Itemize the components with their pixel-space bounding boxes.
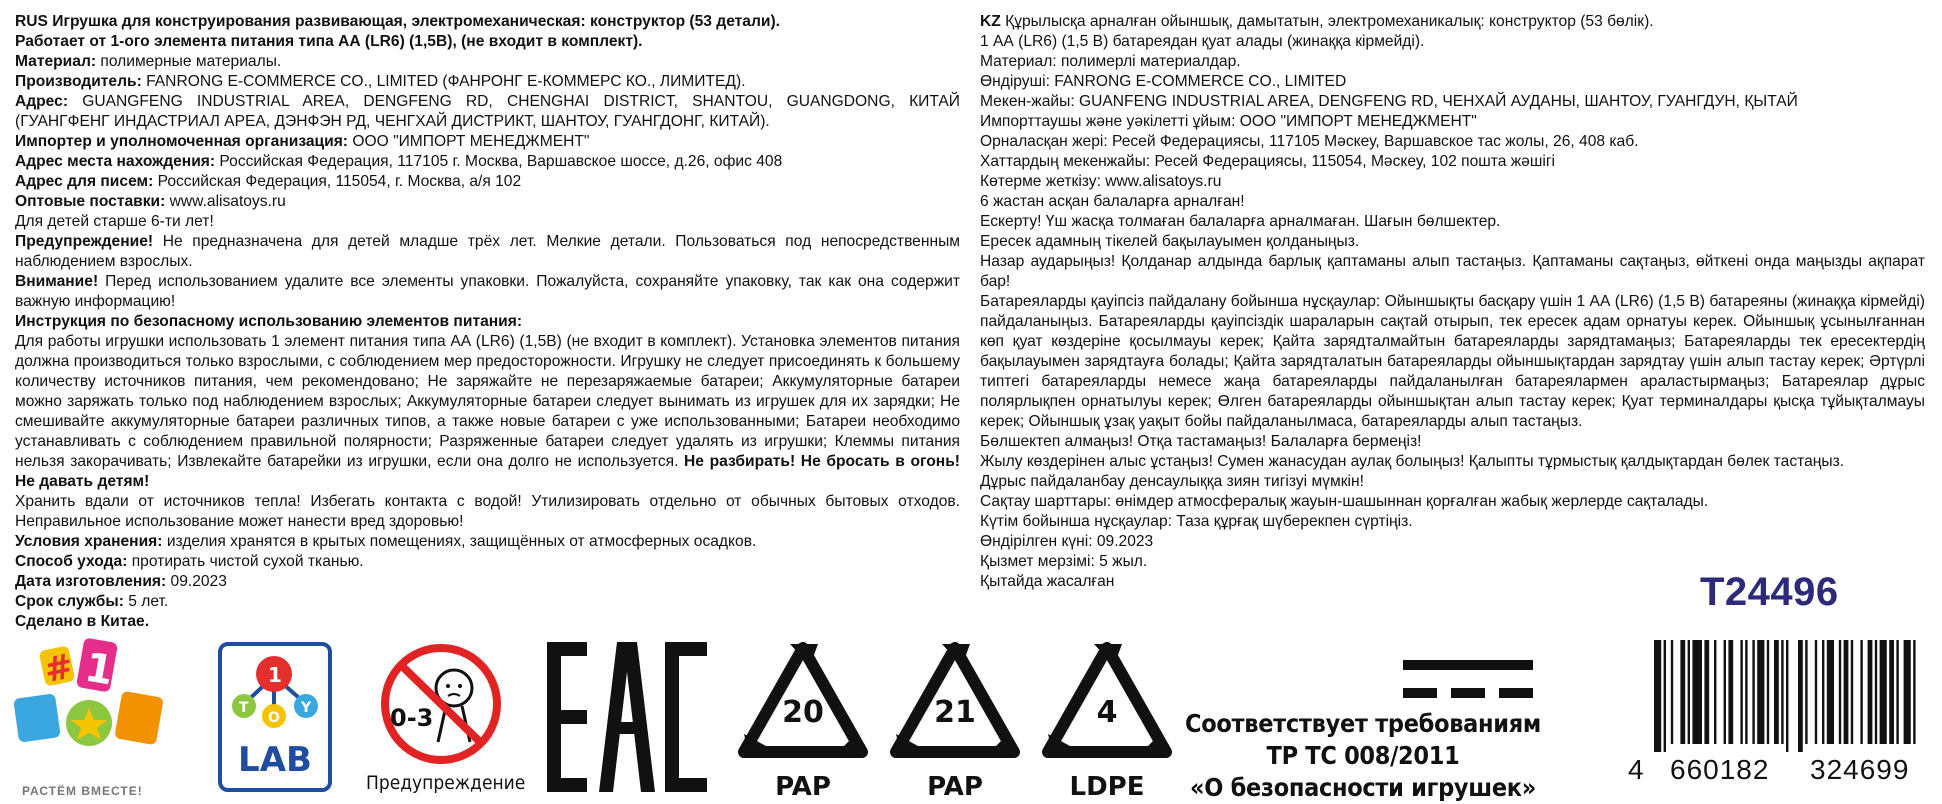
ru-date: Дата изготовления: 09.2023 xyxy=(15,573,227,590)
barcode-bar xyxy=(1680,640,1685,744)
kz-letters: Хаттардың мекенжайы: Ресей Федерациясы, 115054, Мәскеу, 102 пошта жәшігі xyxy=(980,153,1555,170)
toy-slogan: РАСТЁМ ВМЕСТЕ! xyxy=(22,784,143,798)
barcode-bar xyxy=(1688,640,1690,744)
ru-heat: Хранить вдали от источников тепла! Избегать контакта с водой! Утилизировать отдельно от обычных бытовых отходов. Неправильное использование может нанести вред здоровью! xyxy=(15,493,960,530)
toy-logo-graphic xyxy=(14,638,164,778)
ru-line2: Работает от 1-ого элемента питания типа АА (LR6) (1,5В), (не входит в комплект). xyxy=(15,33,643,50)
ru-importer: Импортер и уполномоченная организация: ООО "ИМПОРТ МЕНЕДЖМЕНТ" xyxy=(15,133,590,150)
ru-warning: Предупреждение! Не предназначена для детей младше трёх лет. Мелкие детали. Пользоваться под непосредственным наблюдением взрослых. xyxy=(15,233,960,270)
recycle-code-pap-2: PAP xyxy=(927,772,983,802)
article-number: T24496 xyxy=(1700,570,1839,614)
kz-line2: 1 АА (LR6) (1,5 В) батареядан қуат алады (жинаққа кірмейді). xyxy=(980,33,1425,50)
kazakh-text-column xyxy=(980,12,1925,592)
barcode-bar xyxy=(1827,640,1834,744)
barcode-bar xyxy=(1692,640,1702,744)
barcode-bar xyxy=(1714,640,1716,744)
toy-lab-logo xyxy=(218,642,332,792)
ru-line1: RUS Игрушка для конструирования развивающая, электромеханическая: конструктор (53 детали). xyxy=(15,13,780,30)
kz-location: Орналасқан жері: Ресей Федерациясы, 117105 Мәскеу, Варшавское тас жолы, 26, 408 каб. xyxy=(980,133,1639,150)
toy-logo-one: 1 xyxy=(81,644,117,695)
barcode-bar xyxy=(1844,640,1849,744)
barcode-bar xyxy=(1724,640,1726,744)
kz-age: 6 жастан асқан балаларға арналған! xyxy=(980,193,1245,210)
conformity-block xyxy=(1183,642,1543,802)
eac-mark-icon xyxy=(547,642,707,792)
kz-battery: Батареяларды қауіпсіз пайдалану бойынша нұсқаулар: Ойыншықты басқару үшін 1 АА (LR6) (1,5 В) батареяны (жинаққа кірмейді) пайдаланыңыз. Батареяларды қауіпсіздік шараларын сақтай отырып, тек ересек адам орнатуы керек. Ойыншық ұсынылғаннан көп қуат көздеріне қосылмауы керек; Қайта зарядталмайтын батареяларды зарядтамаңыз; Батареяларды тек ересектердің бақылауымен зарядтауға болады; Қайта зарядталатын батареяларды ойыншықтардан зарядтау үшін алып тастау керек; Әртүрлі типтегі батареяларды немесе жаңа батареяларды пайдаланылған батареялармен араластырмаңыз; Батареялар дұрыс полярлықпен орнатылуы керек; Өлген батареяларды ойыншықтан алып тастау керек; Қуат терминалдары қысқа тұйықталмауы керек; Ойыншық ұзақ уақыт бойы пайдаланылмаса, батареяларды алып тастаңыз. xyxy=(980,293,1925,430)
ru-location: Адрес места нахождения: Российская Федерация, 117105 г. Москва, Варшавское шоссе, д.26, офис 408 xyxy=(15,153,783,170)
barcode-bar xyxy=(1889,640,1894,744)
no-under-three-icon xyxy=(366,642,516,767)
kz-address: Мекен-жайы: GUANFENG INDUSTRIAL AREA, DENGFENG RD, ЧЕНХАЙ АУДАНЫ, ШАНТОУ, ГУАНГДУН, ҚЫТАЙ xyxy=(980,93,1798,110)
kz-importer: Импорттаушы және уәкілетті ұйым: ООО "ИМПОРТ МЕНЕДЖМЕНТ" xyxy=(980,113,1477,130)
barcode-bar xyxy=(1767,640,1769,744)
ru-manufacturer: Производитель: FANRONG E-COMMERCE CO., LIMITED (ФАНРОНГ Е-КОММЕРС КО., ЛИМИТЕД). xyxy=(15,73,746,90)
kz-date: Өндірілген күні: 09.2023 xyxy=(980,533,1154,550)
ru-material: Материал: полимерные материалы. xyxy=(15,53,282,70)
barcode-first-digit: 4 xyxy=(1628,754,1645,785)
ru-wholesale: Оптовые поставки: www.alisatoys.ru xyxy=(15,193,286,210)
barcode-bar xyxy=(1786,640,1788,752)
toy-brand-logo xyxy=(14,638,164,798)
kz-life: Қызмет мерзімі: 5 жыл. xyxy=(980,553,1148,570)
barcode-bar xyxy=(1822,640,1824,744)
barcode-bar xyxy=(1671,640,1673,744)
barcode-bar xyxy=(1745,640,1747,744)
ean13-barcode xyxy=(1628,640,1928,802)
ru-address: Адрес: GUANGFENG INDUSTRIAL AREA, DENGFENG RD, CHENGHAI DISTRICT, SHANTOU, GUANGDONG, КИТАЙ (ГУАНГФЕНГ ИНДАСТРИАЛ АРЕА, ДЭНФЭН РД, ЧЕНГХАЙ ДИСТРИКТ, ШАНТОУ, ГУАНГДОНГ, КИТАЙ). xyxy=(15,93,960,130)
lab-molecule-graphic xyxy=(222,646,328,746)
barcode-bar xyxy=(1664,640,1666,752)
kz-wholesale: Көтерме жеткізу: www.alisatoys.ru xyxy=(980,173,1222,190)
toy-logo-hash: # xyxy=(40,646,77,692)
barcode-bar xyxy=(1781,640,1783,744)
barcode-bar xyxy=(1728,640,1733,744)
conform-line2: ТР ТС 008/2011 xyxy=(1266,741,1460,770)
barcode-bar xyxy=(1757,640,1764,744)
kz-warning: Ескерту! Үш жасқа толмаған балаларға арналмаған. Шағын бөлшектер. xyxy=(980,213,1501,230)
ru-care: Способ ухода: протирать чистой сухой тканью. xyxy=(15,553,364,570)
age-warning-icon xyxy=(366,642,526,802)
barcode-bar xyxy=(1654,640,1661,752)
recycle-ldpe-4-icon xyxy=(1042,642,1172,802)
recycle-num-4: 4 xyxy=(1096,695,1118,730)
recycle-num-20: 20 xyxy=(782,695,824,730)
conform-line1: Соответствует требованиям xyxy=(1185,709,1541,738)
barcode-bar xyxy=(1740,640,1742,744)
barcode-bar xyxy=(1896,640,1898,744)
ru-battery-text: Для работы игрушки использовать 1 элемент питания типа АА (LR6) (1,5В) (не входит в комплект). Установка элементов питания должна производиться только взрослыми, с соблюдением мер предосторожности. Игрушку не следует присоединять к большему количеству источников питания, чем рекомендовано; Не заряжайте не перезаряжаемые батареи; Аккумуляторные батареи можно заряжать только под наблюдением взрослых; Аккумуляторные батареи следует вынимать из игрушек для их зарядки; Не смешивайте аккумуляторные батареи различных типов, а также новые батареи с уже использованными; Батареи необходимо устанавливать с соблюдением правильной полярности; Разряженные батареи следует удалять из игрушки; Клеммы питания нельзя закорачивать; Извлекайте батарейки из игрушки, если она долго не используется. Не разбирать! Не бросать в огонь! Не давать детям! xyxy=(15,333,960,490)
kz-misuse: Дұрыс пайдаланбау денсаулыққа зиян тигізуі мүмкін! xyxy=(980,473,1364,490)
kz-line1: KZ Құрылысқа арналған ойыншық, дамытатын, электромеханикалық: конструктор (53 бөлік). xyxy=(980,13,1654,30)
barcode-bar xyxy=(1860,640,1862,744)
lab-y: Y xyxy=(301,700,312,716)
ru-origin: Сделано в Китае. xyxy=(15,613,150,630)
barcode-group-left: 660182 xyxy=(1670,754,1770,785)
barcode-bar xyxy=(1752,640,1754,744)
kz-origin: Қытайда жасалған xyxy=(980,573,1115,590)
barcode-bar xyxy=(1839,640,1841,744)
kz-supervision: Ересек адамның тікелей бақылауымен қолданыңыз. xyxy=(980,233,1360,250)
barcode-group-right: 324699 xyxy=(1810,754,1910,785)
kz-attention: Назар аударыңыз! Қолданар алдында барлық қаптаманы алып тастаңыз. Қаптаманы сақтаңыз, өйткені онда маңызды ақпарат бар! xyxy=(980,253,1925,290)
barcode-bar xyxy=(1913,640,1915,744)
lab-word: LAB xyxy=(238,740,312,780)
recycle-code-ldpe: LDPE xyxy=(1069,772,1145,802)
conformity-text xyxy=(1183,708,1543,804)
ru-storage: Условия хранения: изделия хранятся в крытых помещениях, защищённых от атмосферных осадков. xyxy=(15,533,757,550)
barcode-bar xyxy=(1851,640,1853,744)
barcode-bars xyxy=(1628,640,1928,752)
kz-heat: Жылу көздерінен алыс ұстаңыз! Сумен жанасудан аулақ болыңыз! Қалыпты тұрмыстық қалдықтардан бөлек тастаңыз. xyxy=(980,453,1845,470)
barcode-bar xyxy=(1904,640,1911,744)
barcode-bar xyxy=(1815,640,1817,744)
conformity-bars-icon xyxy=(1403,660,1533,702)
lab-o: O xyxy=(268,710,280,726)
barcode-bar xyxy=(1880,640,1887,744)
warn-age-text: 0-3 xyxy=(390,704,434,732)
kz-parts: Бөлшектеп алмаңыз! Отқа тастамаңыз! Балаларға бермеңіз! xyxy=(980,433,1422,450)
barcode-bar xyxy=(1704,640,1709,744)
ru-life: Срок службы: 5 лет. xyxy=(15,593,169,610)
recycle-pap-20-icon xyxy=(738,642,868,802)
barcode-bar xyxy=(1875,640,1877,744)
lab-one: 1 xyxy=(268,663,282,687)
barcode-bar xyxy=(1774,640,1779,744)
recycle-code-pap: PAP xyxy=(775,772,831,802)
barcode-bar xyxy=(1868,640,1873,744)
barcode-bar xyxy=(1798,640,1803,752)
kz-care: Күтім бойынша нұсқаулар: Таза құрғақ шүберекпен сүртіңіз. xyxy=(980,513,1413,530)
logo-strip xyxy=(0,630,1942,804)
conform-line3: «О безопасности игрушек» xyxy=(1190,773,1536,802)
kz-material: Материал: полимерлі материалдар. xyxy=(980,53,1241,70)
recycle-num-21: 21 xyxy=(934,695,976,730)
kz-manufacturer: Өндіруші: FANRONG E-COMMERCE CO., LIMITED xyxy=(980,73,1347,90)
ru-age: Для детей старше 6-ти лет! xyxy=(15,213,214,230)
warn-label: Предупреждение xyxy=(366,772,526,794)
russian-text-column xyxy=(15,12,960,632)
recycle-pap-21-icon xyxy=(890,642,1020,802)
ru-letters: Адрес для писем: Российская Федерация, 115054, г. Москва, а/я 102 xyxy=(15,173,522,190)
ru-attention: Внимание! Перед использованием удалите все элементы упаковки. Пожалуйста, сохраняйте упаковку, так как она содержит важную информацию! xyxy=(15,273,960,310)
barcode-bar xyxy=(1805,640,1807,744)
ru-battery-title: Инструкция по безопасному использованию элементов питания: xyxy=(15,313,523,330)
lab-t: T xyxy=(239,700,249,716)
kz-storage: Сақтау шарттары: өнімдер атмосфералық жауын-шашыннан қорғалған жабық жерлерде сақталады. xyxy=(980,493,1709,510)
